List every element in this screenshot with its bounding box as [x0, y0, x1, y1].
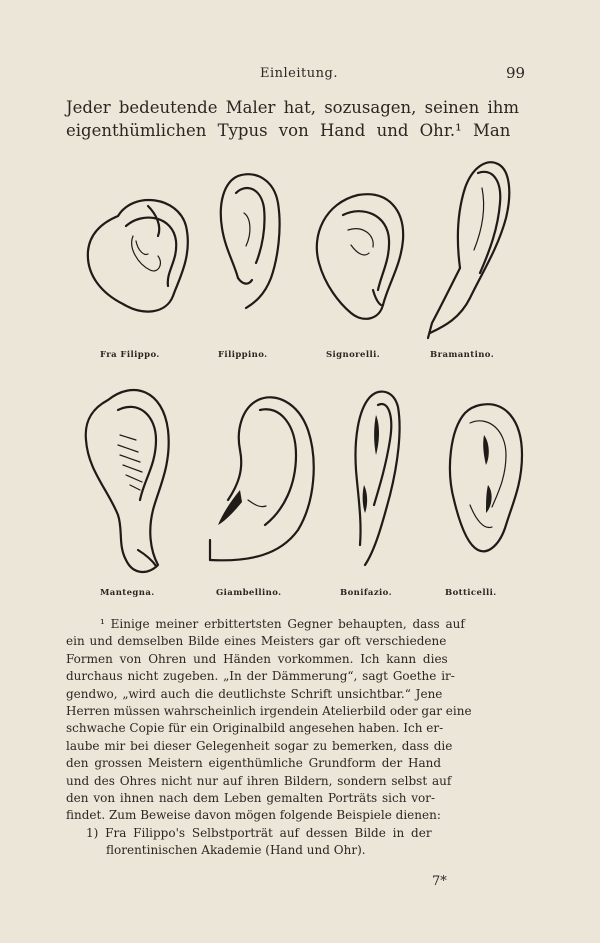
caption-mantegna: Mantegna. [100, 588, 155, 598]
caption-filippino: Filippino. [218, 350, 268, 360]
footnote-line-8: laube mir bei dieser Gelegenheit sogar zu bemerken, dass die [66, 738, 453, 753]
footnote-line-1: ¹ Einige meiner erbittertsten Gegner behaupten, dass auf [100, 617, 465, 631]
footnote-line-9: den grossen Meistern eigenthümliche Grundform der Hand [66, 756, 442, 771]
footnote-line-6: Herren müssen wahrscheinlich irgendein Atelierbild oder gar eine [66, 704, 472, 719]
main-text [66, 96, 529, 142]
ear-filippino-icon [216, 168, 286, 318]
caption-signorelli: Signorelli. [326, 350, 381, 360]
footnote-line-7: schwache Copie für ein Originalbild angesehen haben. Ich er- [66, 721, 444, 736]
footnote-line-13: 1) Fra Filippo's Selbstporträt auf dessen Bilde in der [86, 825, 432, 840]
ear-fra-filippo-icon [78, 186, 196, 316]
ear-signorelli-icon [303, 185, 413, 325]
main-text-line-2: eigenthümlichen Typus von Hand und Ohr.¹ Man [66, 121, 511, 140]
caption-bramantino: Bramantino. [430, 350, 495, 360]
ear-giambellino-icon [200, 390, 320, 570]
caption-fra-filippo: Fra Filippo. [100, 350, 160, 360]
footnote-line-14: florentinischen Akademie (Hand und Ohr). [106, 843, 366, 858]
page-number: 99 [506, 64, 526, 82]
footnote [66, 616, 529, 860]
caption-giambellino: Giambellino. [216, 588, 282, 598]
footnote-line-5: gendwo, „wird auch die deutlichste Schrift unsichtbar.“ Jene [66, 686, 443, 701]
footnote-line-11: den von ihnen nach dem Leben gemalten Porträts sich vor- [66, 791, 436, 806]
running-head: Einleitung. [260, 66, 338, 81]
caption-bonifazio: Bonifazio. [340, 588, 392, 598]
caption-botticelli: Botticelli. [445, 588, 497, 598]
footnote-line-3: Formen von Ohren und Händen vorkommen. Ich kann dies [66, 651, 448, 666]
main-text-line-1: Jeder bedeutende Maler hat, sozusagen, seinen ihm [66, 98, 519, 117]
ear-mantegna-icon [78, 380, 178, 580]
ear-bramantino-icon [420, 158, 520, 348]
footnote-line-12: findet. Zum Beweise davon mögen folgende Beispiele dienen: [66, 808, 441, 823]
ear-bonifazio-icon [340, 385, 410, 575]
ear-botticelli-icon [440, 395, 530, 565]
footnote-line-2: ein und demselben Bilde eines Meisters gar oft verschiedene [66, 634, 447, 649]
footnote-line-10: und des Ohres nicht nur auf ihren Bildern, sondern selbst auf [66, 773, 452, 788]
signature-mark: 7* [432, 874, 447, 889]
footnote-line-4: durchaus nicht zugeben. „In der Dämmerung“, sagt Goethe ir- [66, 669, 455, 684]
